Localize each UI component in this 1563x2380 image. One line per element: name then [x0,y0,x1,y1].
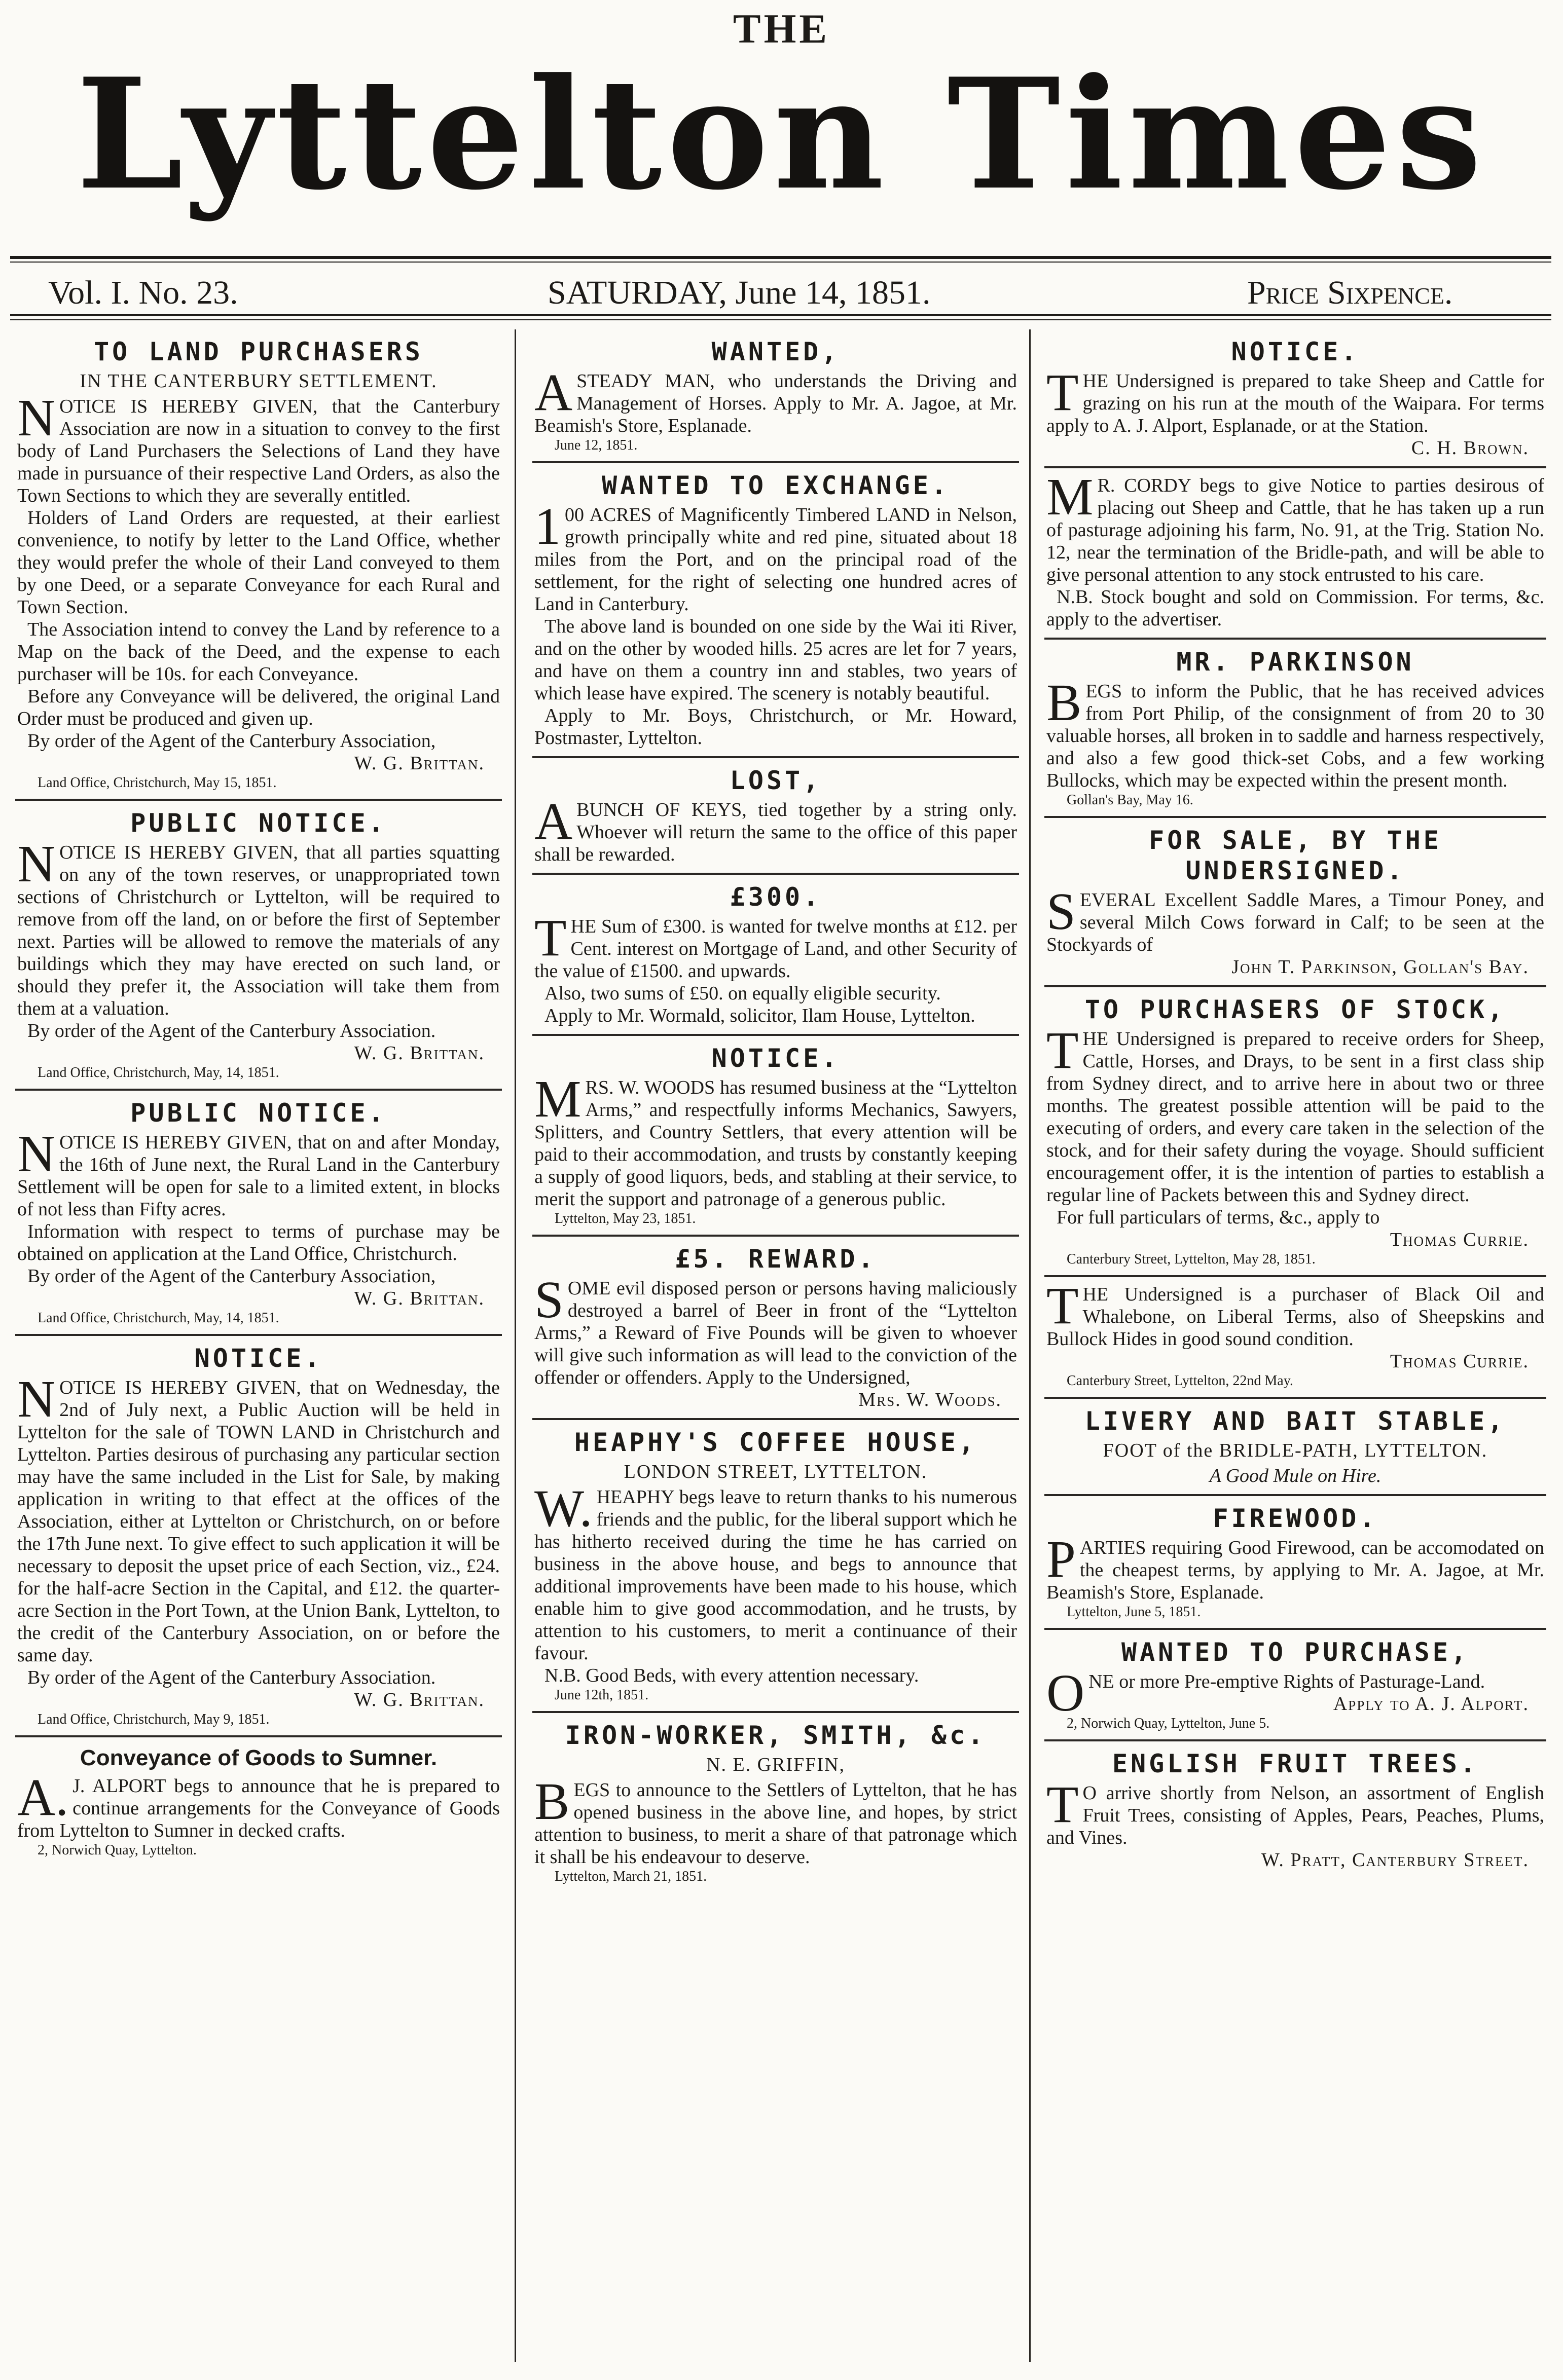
ad-signature: Thomas Currie. [1390,1351,1529,1372]
ad-paragraph: Holders of Land Orders are requested, at their earliest convenience, to notify by letter to the Land Office, whether they would prefer the whole of their Land conveyed to them by one Deed, or a separate Conveyance for each Rural and Town Section. [17,507,500,618]
ad-paragraph: The Association intend to convey the Land by reference to a Map on the back of the Deed, and the expense to each purchaser will be 10s. for each Conveyance. [17,619,500,685]
ad-heading: PUBLIC NOTICE. [130,808,387,838]
ad-dateline: June 12, 1851. [555,437,638,453]
ad-dateline: 2, Norwich Quay, Lyttelton. [38,1842,197,1858]
ad-dateline: Lyttelton, March 21, 1851. [555,1869,707,1884]
ad-paragraph: By order of the Agent of the Canterbury Association, [27,1266,436,1287]
advertisement [532,329,1019,463]
advertisement [1044,987,1546,1277]
ad-paragraph: NOTICE IS HEREBY GIVEN, that on Wednesday, the 2nd of July next, a Public Auction will be held in Lyttelton for the sale of TOWN LAND in Christchurch and Lyttelton. Parties desirous of purchasing any particular section may have the same included in the List for Sale, by making application in writing to that effect at the offices of the Association, either at Lyttelton or Christchurch, on or before the 17th June next. To give effect to such application it will be necessary to deposit the upset price of each Section, viz., £24. for the half-acre Section in the Capital, and £12. the quarter-acre Section in the Port Town, at the Union Bank, Lyttelton, to the credit of the Canterbury Association, on or before the same day. [17,1370,500,1666]
ad-heading: NOTICE. [194,1344,323,1373]
ad-heading: FIREWOOD. [1213,1504,1378,1533]
ad-signature: John T. Parkinson, Gollan's Bay. [1231,956,1529,978]
ad-paragraph: For full particulars of terms, &c., apply to [1057,1207,1380,1228]
ad-dateline: June 12th, 1851. [555,1687,649,1703]
ad-heading: PUBLIC NOTICE. [130,1098,387,1128]
masthead [0,0,1563,264]
ad-heading: LOST, [730,766,822,795]
column-divider [515,329,516,2362]
advertisement [532,463,1019,758]
ad-paragraph: Apply to Mr. Boys, Christchurch, or Mr. Howard, Postmaster, Lyttelton. [534,705,1017,749]
ad-paragraph: W.HEAPHY begs leave to return thanks to his numerous friends and the public, for the liberal support which he has hitherto received during the time he has carried on business in the above house, and begs to announce that additional improvements have been made to his house, which enable him to give good accommodation, and he trusts, by attention to his customers, to merit a continuance of their favour. [534,1479,1017,1664]
ad-heading: NOTICE. [711,1044,840,1073]
ad-signature: W. G. Brittan. [354,1689,485,1710]
ad-paragraph: SEVERAL Excellent Saddle Mares, a Timour Poney, and several Milch Cows forward in Calf; to be seen at the Stockyards of [1046,882,1544,955]
advertisement [532,875,1019,1036]
ad-note: A Good Mule on Hire. [1209,1465,1382,1486]
ad-paragraph: ABUNCH OF KEYS, tied together by a string only. Whoever will return the same to the office of this paper shall be rewarded. [534,792,1017,865]
column-1 [15,329,502,2357]
ad-paragraph: NOTICE IS HEREBY GIVEN, that all parties squatting on any of the town reserves, or unappropriated town sections of Christchurch or Lyttelton, will be required to remove from off the land, on or before the first of September next. Parties will be allowed to remove the materials of any buildings which they may have erected on such land, or should they prefer it, the Association will take them from them at a valuation. [17,835,500,1019]
ad-heading: WANTED TO EXCHANGE. [602,471,950,500]
ad-dateline: Canterbury Street, Lyttelton, May 28, 1851. [1067,1251,1316,1267]
dateline-rule-thin [10,319,1551,320]
ad-heading: WANTED TO PURCHASE, [1121,1638,1469,1667]
ad-paragraph: Also, two sums of £50. on equally eligible security. [544,983,941,1004]
ad-subheading: N. E. GRIFFIN, [706,1754,845,1775]
ad-signature: C. H. Brown. [1411,437,1529,459]
ad-paragraph: Apply to Mr. Wormald, solicitor, Ilam House, Lyttelton. [544,1005,975,1026]
masthead-rule [10,256,1551,259]
ad-paragraph: N.B. Stock bought and sold on Commission. For terms, &c. apply to the advertiser. [1046,586,1544,630]
ad-signature: W. G. Brittan. [354,753,485,774]
advertisement [532,758,1019,875]
advertisement [532,1420,1019,1713]
issue-date: SATURDAY, June 14, 1851. [548,274,931,311]
advertisement [15,1737,502,1866]
ad-paragraph: MR. CORDY begs to give Notice to parties desirous of placing out Sheep and Cattle, that he has taken up a run of pasturage adjoining his farm, No. 91, at the Trig. Station No. 12, near the termination of the Bridle-path, and will be able to give personal attention to any stock entrusted to his care. [1046,468,1544,585]
ad-paragraph: NOTICE IS HEREBY GIVEN, that on and after Monday, the 16th of June next, the Rural Land in the Canterbury Settlement will be open for sale to a limited extent, in blocks of not less than Fifty acres. [17,1125,500,1220]
ad-paragraph: The above land is bounded on one side by the Wai iti River, and on the other by wooded hills. 25 acres are let for 7 years, and have on them a country inn and stables, two years of which lease have expired. The scenery is notably beautiful. [534,616,1017,704]
advertisement [1044,1277,1546,1399]
ad-signature: Thomas Currie. [1390,1229,1529,1250]
ad-signature: W. G. Brittan. [354,1043,485,1064]
ad-paragraph: BEGS to inform the Public, that he has received advices from Port Philip, of the consignment of from 20 to 30 valuable horses, all broken in to saddle and harness respectively, and also a few good thick-set Cobs, and a few working Bullocks, which may be expected within the present month. [1046,674,1544,791]
ad-paragraph: SOME evil disposed person or persons having maliciously destroyed a barrel of Beer in front of the “Lyttelton Arms,” a Reward of Five Pounds will be given to whoever will give such information as will lead to the conviction of the offender or offenders. Apply to the Undersigned, [534,1271,1017,1388]
ad-paragraph: Before any Conveyance will be delivered, the original Land Order must be produced and given up. [17,686,500,729]
ad-paragraph: N.B. Good Beds, with every attention necessary. [544,1665,919,1686]
ad-paragraph: THE Undersigned is prepared to take Sheep and Cattle for grazing on his run at the mouth of the Waipara. For terms apply to A. J. Alport, Esplanade, or at the Station. [1046,363,1544,436]
advertisement [532,1237,1019,1420]
ad-heading: £5. REWARD. [675,1244,877,1274]
ad-heading: WANTED, [711,337,840,366]
ad-paragraph: THE Undersigned is a purchaser of Black Oil and Whalebone, on Liberal Terms, also of Sheepskins and Bullock Hides in good sound condition. [1046,1277,1544,1350]
ad-subheading: IN THE CANTERBURY SETTLEMENT. [80,370,438,392]
masthead-the: THE [733,6,830,52]
advertisement [1044,468,1546,640]
ad-dateline: Land Office, Christchurch, May 15, 1851. [38,775,277,791]
advertisement [15,1336,502,1737]
ad-dateline: Lyttelton, June 5, 1851. [1067,1604,1201,1620]
ad-paragraph: PARTIES requiring Good Firewood, can be accomodated on the cheapest terms, by applying to Mr. A. Jagoe, at Mr. Beamish's Store, Esplanade. [1046,1530,1544,1603]
dateline-rule [10,314,1551,316]
advertisement [15,1091,502,1336]
ad-heading: £300. [730,882,822,912]
ad-dateline: Land Office, Christchurch, May 9, 1851. [38,1712,270,1727]
ad-dateline: Land Office, Christchurch, May, 14, 1851. [38,1065,279,1081]
ad-paragraph: A.J. ALPORT begs to announce that he is prepared to continue arrangements for the Conveyance of Goods from Lyttelton to Sumner in decked crafts. [17,1768,500,1841]
ad-paragraph: THE Sum of £300. is wanted for twelve months at £12. per Cent. interest on Mortgage of Land, and other Security of the value of £1500. and upwards. [534,909,1017,982]
ad-dateline: Lyttelton, May 23, 1851. [555,1211,696,1226]
advertisement [1044,1496,1546,1630]
ad-paragraph: ONE or more Pre-emptive Rights of Pasturage-Land. [1046,1664,1485,1722]
column-2 [532,329,1019,2357]
newspaper-title: Lyttelton Times [76,45,1487,224]
ad-subheading: FOOT of the BRIDLE-PATH, LYTTELTON. [1103,1440,1488,1461]
advertisement [532,1036,1019,1237]
dateline [0,269,1563,314]
ad-heading: LIVERY AND BAIT STABLE, [1084,1406,1506,1436]
ad-paragraph: THE Undersigned is prepared to receive orders for Sheep, Cattle, Horses, and Drays, to be sent in a first class ship from Sydney direct, and to arrive here in about two or three months. The greatest possible attention will be paid to the executing of orders, and every care taken in the selection of the stock, and for their safety during the voyage. Should sufficient encouragement offer, it is the intention of parties to establish a regular line of Packets between this and Sydney direct. [1046,1021,1544,1206]
ad-paragraph: By order of the Agent of the Canterbury Association, [27,730,436,752]
column-divider [1029,329,1031,2362]
price: Price Sixpence. [1247,274,1453,311]
ad-signature: W. G. Brittan. [354,1288,485,1309]
ad-paragraph: MRS. W. WOODS has resumed business at the “Lyttelton Arms,” and respectfully informs Mechanics, Sawyers, Splitters, and Country Settlers, that every attention will be paid to their accommodation, and trusts by constantly keeping a supply of good liquors, beds, and stabling at their service, to merit the support and patronage of a generous public. [534,1070,1017,1210]
masthead-rule-thin [10,262,1551,263]
ad-paragraph: BEGS to announce to the Settlers of Lyttelton, that he has opened business in the above line, and hopes, by strict attention to business, to merit a share of that patronage which it shall be his endeavour to deserve. [534,1772,1017,1868]
ad-subheading: LONDON STREET, LYTTELTON. [624,1461,928,1482]
ad-dateline: Canterbury Street, Lyttelton, 22nd May. [1067,1373,1293,1389]
ad-signature: Apply to A. J. Alport. [1333,1693,1529,1715]
advertisement [1044,1741,1546,1878]
advertisement [532,1713,1019,1892]
ad-dateline: 2, Norwich Quay, Lyttelton, June 5. [1067,1716,1270,1731]
ad-dateline: Land Office, Christchurch, May, 14, 1851. [38,1310,279,1326]
advertisement [1044,1399,1546,1496]
ad-paragraph: By order of the Agent of the Canterbury Association. [27,1667,436,1688]
ad-dateline: Gollan's Bay, May 16. [1067,792,1193,808]
advertisement [1044,640,1546,818]
ad-heading: FOR SALE, BY THE UNDERSIGNED. [1149,826,1442,885]
advertisement [1044,818,1546,987]
ad-paragraph: By order of the Agent of the Canterbury Association. [27,1020,436,1042]
ad-paragraph: Information with respect to terms of purchase may be obtained on application at the Land Office, Christchurch. [17,1221,500,1265]
advertisement [15,329,502,801]
ad-signature: Mrs. W. Woods. [858,1389,1002,1410]
column-3 [1044,329,1546,2357]
ad-paragraph: TO arrive shortly from Nelson, an assortment of English Fruit Trees, consisting of Apples, Pears, Peaches, Plums, and Vines. [1046,1775,1544,1848]
ad-paragraph: NOTICE IS HEREBY GIVEN, that the Canterbury Association are now in a situation to convey to the first body of Land Purchasers the Selections of Land they have made in pursuance of their respective Land Orders, as also the Town Sections to which they are severally entitled. [17,389,500,506]
advertisement [1044,1630,1546,1741]
ad-signature: W. Pratt, Canterbury Street. [1261,1849,1529,1871]
ad-paragraph: ASTEADY MAN, who understands the Driving and Management of Horses. Apply to Mr. A. Jagoe, at Mr. Beamish's Store, Esplanade. [534,363,1017,436]
ad-heading: HEAPHY'S COFFEE HOUSE, [574,1428,977,1457]
advertisement [15,801,502,1091]
ad-heading: NOTICE. [1231,337,1360,366]
ad-paragraph: 100 ACRES of Magnificently Timbered LAND in Nelson, growth principally white and red pine, situated about 18 miles from the Port, and on the principal road of the settlement, for the right of selecting one hundred acres of Land in Canterbury. [534,497,1017,615]
volume-number: Vol. I. No. 23. [48,274,238,311]
ad-heading: Conveyance of Goods to Sumner. [80,1745,438,1770]
ad-heading: TO LAND PURCHASERS [94,337,423,366]
ad-heading: MR. PARKINSON [1176,647,1414,677]
ad-heading: IRON-WORKER, SMITH, &c. [565,1721,987,1750]
advertisement [1044,329,1546,468]
ad-heading: ENGLISH FRUIT TREES. [1112,1749,1479,1778]
ad-heading: TO PURCHASERS OF STOCK, [1084,995,1506,1024]
